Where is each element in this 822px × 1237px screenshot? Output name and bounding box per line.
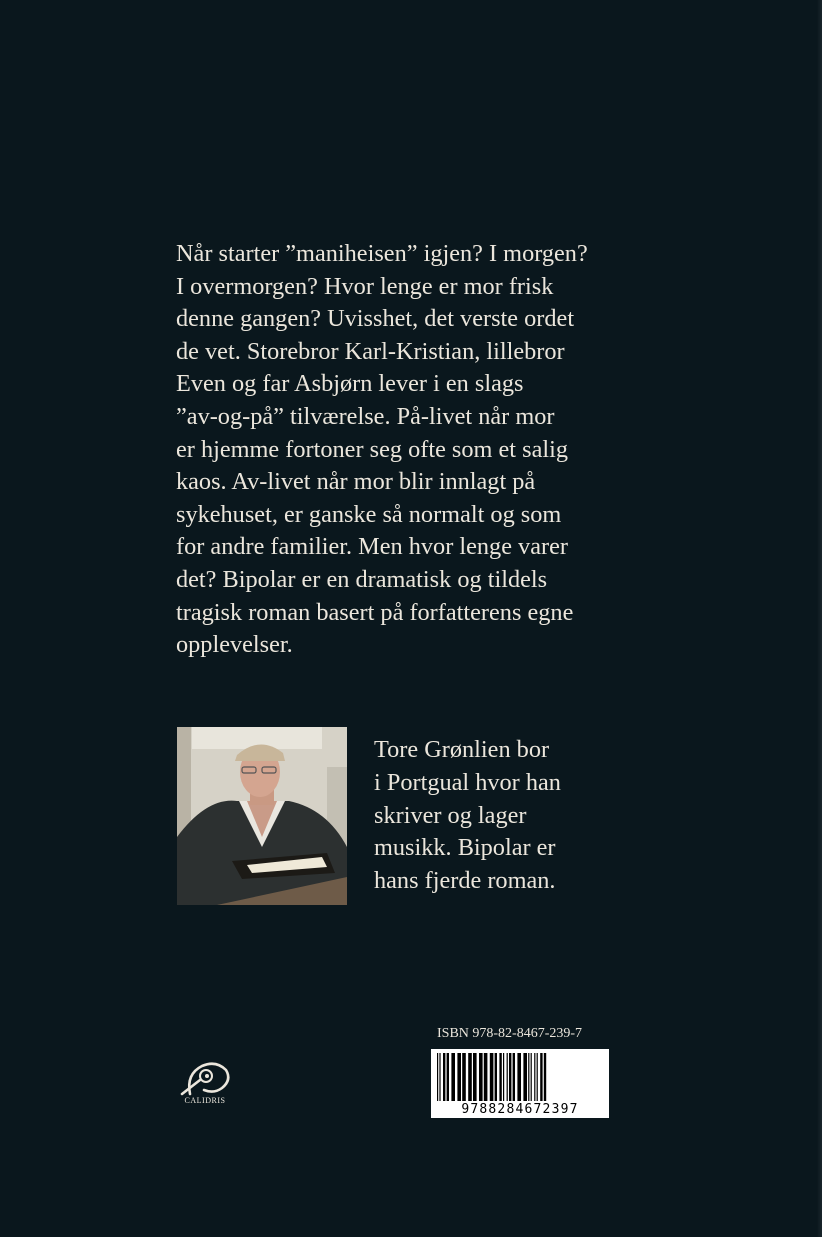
author-portrait-icon (177, 727, 347, 905)
bio-line: hans fjerde roman. (374, 867, 556, 895)
barcode-bar (531, 1053, 532, 1101)
barcode-bar (540, 1053, 542, 1101)
blurb-line: det? Bipolar er en dramatisk og tildels (176, 565, 548, 593)
bio-line: skriver og lager (374, 801, 527, 829)
author-bio (374, 734, 614, 898)
barcode-bar (468, 1053, 472, 1101)
isbn-barcode (431, 1049, 609, 1118)
back-cover-blurb (176, 238, 646, 662)
blurb-line: ”av-og-på” tilværelse. På-livet når mor (176, 402, 555, 430)
blurb-line: Even og far Asbjørn lever i en slags (176, 370, 524, 398)
barcode-bar (499, 1053, 501, 1101)
blurb-line: opplevelser. (176, 631, 293, 659)
barcode-bar (507, 1053, 508, 1101)
blurb-line: sykehuset, er ganske så normalt og som (176, 500, 562, 528)
blurb-line: de vet. Storebror Karl-Kristian, lillebror (176, 337, 565, 365)
barcode-bar (437, 1053, 438, 1101)
blurb-line: for andre familier. Men hvor lenge varer (176, 533, 568, 561)
barcode-bar (503, 1053, 504, 1101)
barcode-bar (490, 1053, 494, 1101)
publisher-name: CALIDRIS (184, 1096, 226, 1105)
barcode-bar (443, 1053, 445, 1101)
author-photo (177, 727, 347, 905)
blurb-line: I overmorgen? Hvor lenge er mor frisk (176, 272, 554, 300)
barcode-bar (544, 1053, 546, 1101)
blurb-line: denne gangen? Uvisshet, det verste ordet (176, 305, 575, 333)
calidris-bird-icon (176, 1058, 234, 1098)
publisher-logo (176, 1058, 234, 1110)
barcode-bar (495, 1053, 497, 1101)
bio-line: i Portgual hvor han (374, 768, 561, 796)
bio-line: musikk. Bipolar er (374, 834, 556, 862)
barcode-bar (473, 1053, 477, 1101)
isbn-label: ISBN 978-82-8467-239-7 (437, 1026, 583, 1041)
barcode-bar (534, 1053, 535, 1101)
blurb-line: er hjemme fortoner seg ofte som et salig (176, 435, 569, 463)
barcode-bar (451, 1053, 455, 1101)
barcode-bar (523, 1053, 527, 1101)
barcode-bar (462, 1053, 466, 1101)
barcode-bar (528, 1053, 529, 1101)
barcode-bar (439, 1053, 440, 1101)
bio-line: Tore Grønlien bor (374, 736, 550, 763)
barcode-bar (517, 1053, 521, 1101)
spine-edge (817, 0, 822, 1237)
blurb-line: tragisk roman basert på forfatterens egne (176, 598, 574, 626)
barcode-bar (484, 1053, 488, 1101)
blurb-line: Når starter ”maniheisen” igjen? I morgen? (176, 240, 588, 267)
barcode-digits: 9788284672397 (461, 1102, 579, 1117)
barcode-bar (457, 1053, 461, 1101)
barcode-bar (537, 1053, 538, 1101)
barcode-bar (447, 1053, 449, 1101)
barcode-bar (509, 1053, 511, 1101)
barcode-bar (513, 1053, 515, 1101)
blurb-line: kaos. Av-livet når mor blir innlagt på (176, 468, 536, 496)
barcode-bar (479, 1053, 483, 1101)
